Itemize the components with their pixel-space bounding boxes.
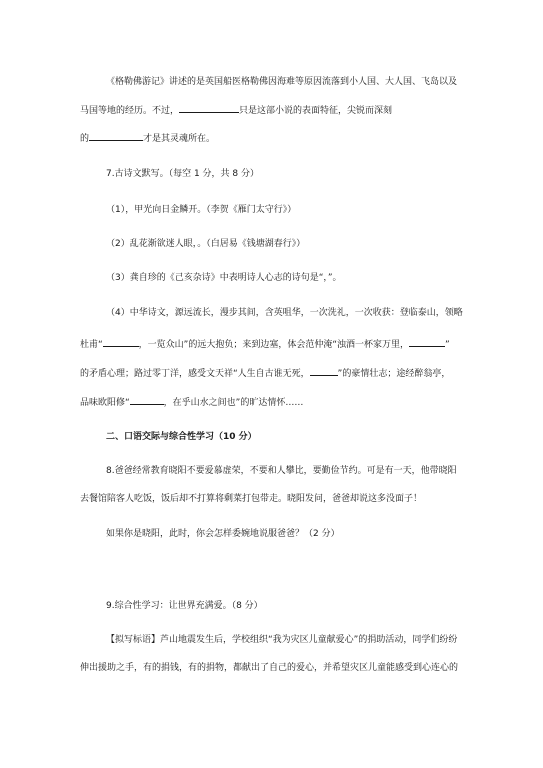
question-item: 【拟写标语】芦山地震发生后，学校组织“我为灾区儿童献爱心”的捐助活动，同学们纷纷: [106, 635, 458, 645]
fill-blank: [89, 131, 143, 141]
text-fragment: ，一览众山”的远大抱负；来到边塞，体会范仲淹“浊酒一杯家万里，: [138, 340, 409, 350]
question-item: （4）中华诗文，源远流长，漫步其间，含英咀华，一次洗礼，一次收获：登临泰山，领略: [106, 308, 463, 318]
paragraph-line: [80, 337, 450, 351]
text-fragment: 才是其灵魂所在。: [143, 134, 216, 144]
fill-blank: [103, 337, 139, 347]
text-fragment: 的: [80, 134, 90, 144]
paragraph-line: 伸出援助之手，有的捐钱，有的捐物，都献出了自己的爱心，并希望灾区儿童能感受到心连心的: [80, 663, 459, 673]
paragraph-line: 《格勒佛游记》讲述的是英国船医格勒佛因海难等原因流落到小人国、大人国、飞岛以及: [106, 77, 458, 87]
question-item: （3）龚自珍的《己亥杂诗》中表明诗人心志的诗句是“，”。: [106, 273, 342, 283]
text-fragment: ”的豪情壮志；途经醉翁亭，: [337, 369, 451, 379]
question-heading: 7.古诗文默写。（每空 1 分，共 8 分）: [106, 169, 259, 179]
text-fragment: ，在乎山水之间也”的旷达情怀……: [163, 398, 304, 408]
text-fragment: ”: [445, 340, 450, 350]
fill-blank: [310, 366, 338, 376]
question-heading: 9.综合性学习：让世界充满爱。（8 分）: [106, 601, 263, 611]
paragraph-line: [80, 131, 215, 145]
fill-blank: [179, 103, 239, 113]
paragraph-line: [80, 366, 450, 380]
fill-blank: [130, 395, 164, 405]
section-heading: 二、口语交际与综合性学习（10 分）: [106, 432, 257, 442]
text-fragment: 马国等地的经历。不过，: [80, 106, 180, 116]
text-fragment: 的矛盾心理；路过零丁洋，感受文天祥“人生自古谁无死，: [80, 369, 310, 379]
text-fragment: 只是这部小说的表面特征，尖锐而深刻: [239, 106, 393, 116]
paragraph-line: [80, 395, 303, 409]
text-fragment: 杜甫“: [80, 340, 103, 350]
question-item: 如果你是晓阳，此时，你会怎样委婉地说服爸爸？（2 分）: [106, 529, 340, 539]
paragraph-line: 去餐馆陪客人吃饭，饭后却不打算将剩菜打包带走。晓阳发问，爸爸却说这多没面子！: [80, 494, 423, 504]
text-fragment: 品味欧阳修“: [80, 398, 130, 408]
fill-blank: [409, 337, 445, 347]
question-item: （1），甲光向日金鳞开。（李贺《雁门太守行》）: [106, 205, 297, 215]
question-item: （2）乱花渐欲迷人眼，。（白居易《钱塘湖春行》）: [106, 239, 306, 249]
paragraph-line: [80, 103, 392, 117]
question-item: 8.爸爸经常教育晓阳不要爱慕虚荣，不要和人攀比，要勤俭节约。可是有一天，他带晓阳: [106, 466, 457, 476]
